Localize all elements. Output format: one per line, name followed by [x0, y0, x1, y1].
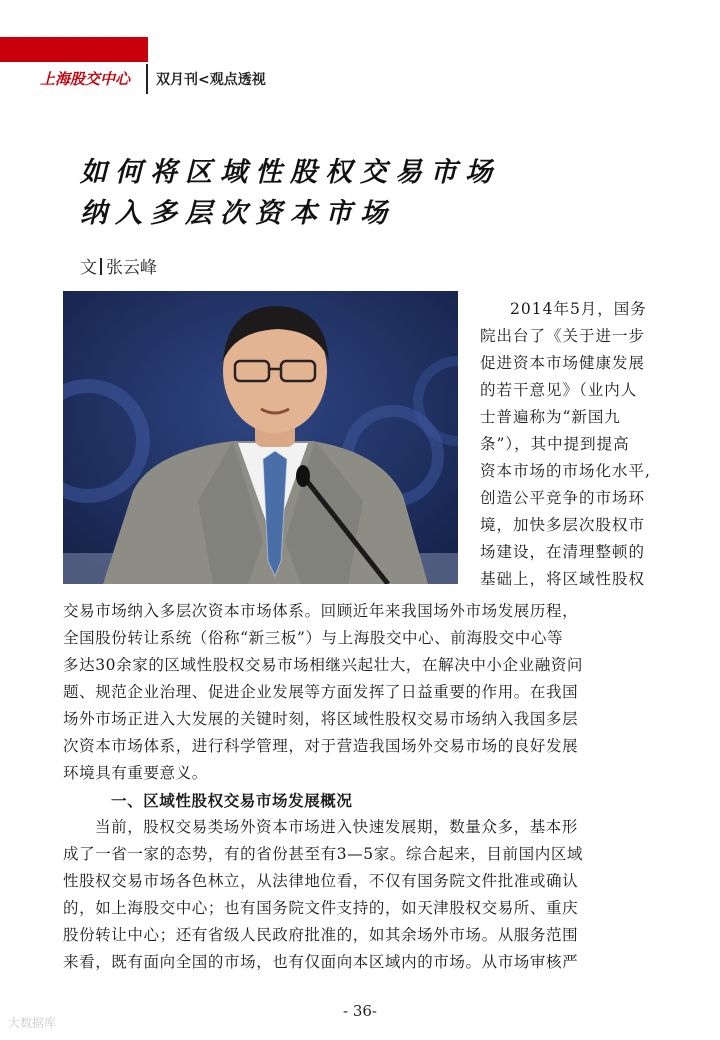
text-line: 的若干意见》（业内人: [480, 381, 638, 399]
text-line: 性股权交易市场各色林立，从法律地位看，不仅有国务院文件批准或确认: [63, 872, 579, 890]
text-line: 境，加快多层次股权市: [480, 516, 646, 534]
section-heading: 一、区域性股权交易市场发展概况: [111, 791, 353, 810]
text-line: 场外市场正进入大发展的关键时刻，将区域性股权交易市场纳入我国多层: [63, 710, 579, 728]
author-name: 张云峰: [106, 258, 157, 278]
text-line: 条”），其中提到提高: [480, 435, 630, 453]
watermark: 大数据库: [8, 1016, 57, 1030]
text-line: 资本市场的市场化水平,: [480, 462, 651, 480]
text-line: 的，如上海股交中心；也有国务院文件支持的，如天津股权交易所、重庆: [63, 899, 579, 917]
text-line: 创造公平竞争的市场环: [480, 489, 646, 507]
text-line: 2014年5月，国务: [510, 300, 647, 318]
article-body: [63, 598, 683, 976]
byline: [80, 253, 157, 278]
text-line: 全国股份转让系统（俗称“新三板”）与上海股交中心、前海股交中心等: [63, 629, 564, 647]
article-title: [80, 152, 500, 234]
author-photo: [63, 291, 458, 584]
speaker-portrait: [63, 291, 458, 584]
byline-separator: [100, 258, 102, 275]
page-number: - 36-: [343, 1002, 377, 1020]
header-divider: [146, 64, 148, 94]
text-line: 士普遍称为“新国九: [480, 408, 621, 426]
text-line: 成了一省一家的态势，有的省份甚至有3—5家。综合起来，目前国内区域: [63, 845, 584, 863]
text-line: 次资本市场体系，进行科学管理，对于营造我国场外交易市场的良好发展: [63, 737, 579, 755]
text-line: 当前，股权交易类场外资本市场进入快速发展期，数量众多，基本形: [95, 818, 579, 836]
text-line: 场建设，在清理整顿的: [480, 543, 646, 561]
intro-paragraph-side: [480, 296, 685, 593]
text-line: 院出台了《关于进一步: [480, 327, 646, 345]
column-name: 双月刊<观点透视: [156, 72, 266, 88]
brand-name: 上海股交中心: [40, 70, 131, 88]
text-line: 来看，既有面向全国的市场，也有仅面向本区域内的市场。从市场审核严: [63, 953, 579, 971]
text-line: 多达30余家的区域性股权交易市场相继兴起壮大，在解决中小企业融资问: [63, 656, 584, 674]
text-line: 促进资本市场健康发展: [480, 354, 646, 372]
title-line: 纳入多层次资本市场: [80, 198, 395, 229]
title-line: 如何将区域性股权交易市场: [80, 157, 500, 188]
text-line: 基础上，将区域性股权: [480, 570, 646, 588]
text-line: 股份转让中心；还有省级人民政府批准的，如其余场外市场。从服务范围: [63, 926, 579, 944]
text-line: 题、规范企业治理、促进企业发展等方面发挥了日益重要的作用。在我国: [63, 683, 579, 701]
text-line: 环境具有重要意义。: [63, 764, 208, 782]
byline-prefix: 文: [80, 258, 97, 278]
text-line: 交易市场纳入多层次资本市场体系。回顾近年来我国场外市场发展历程，: [63, 602, 579, 620]
header-accent-bar: [0, 37, 148, 62]
